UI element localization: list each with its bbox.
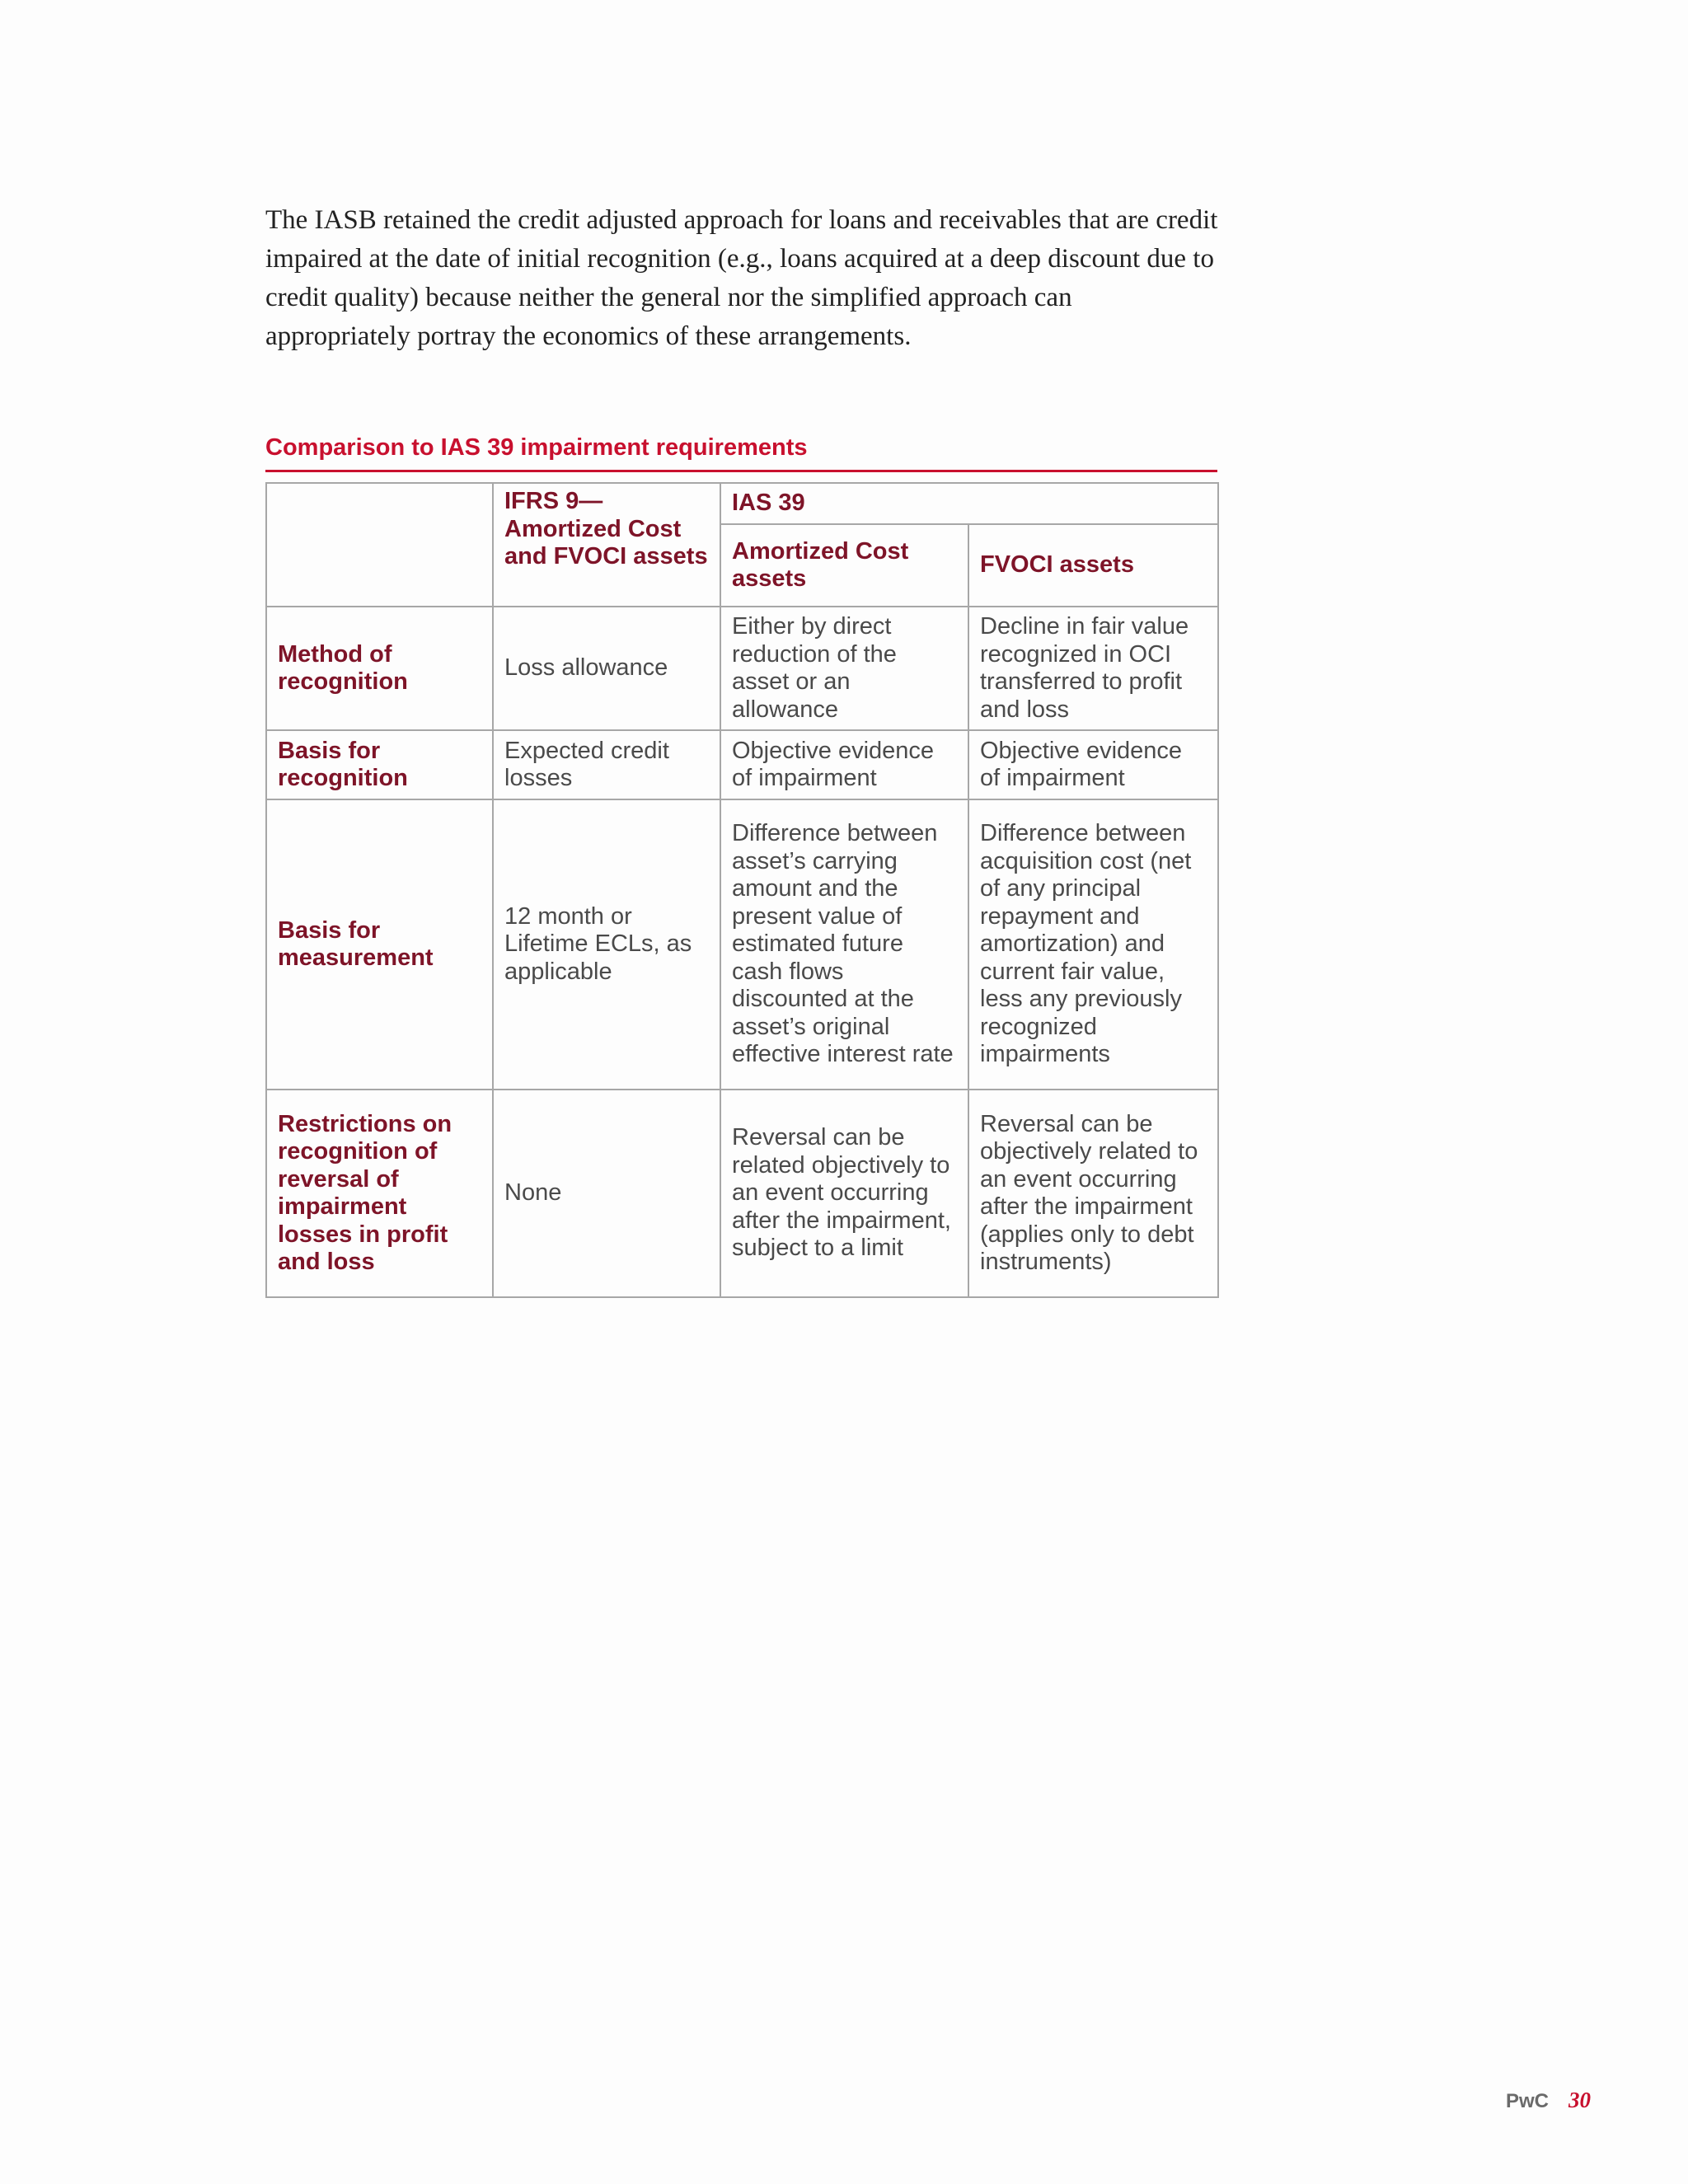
page-number: 30: [1568, 2088, 1591, 2112]
row-label: Restrictions on recognition of reversal of impairment losses in profit and loss: [266, 1090, 493, 1297]
table-row: [266, 607, 1218, 730]
header-ias39: IAS 39: [720, 483, 1218, 524]
cell-ias39-fvoci: Difference between acquisition cost (net of any principal repayment and amortization) and current fair value, less any previously recognized impairments: [968, 799, 1218, 1090]
header-ias39-fvoci: FVOCI assets: [968, 524, 1218, 607]
cell-ias39-fvoci: Reversal can be objectively related to an event occurring after the impairment (applies only to debt instruments): [968, 1090, 1218, 1297]
cell-ias39-fvoci: Objective evidence of impairment: [968, 730, 1218, 799]
empty-corner-cell: [266, 483, 493, 607]
footer-brand: PwC: [1505, 2090, 1549, 2112]
table-row: [266, 799, 1218, 1090]
cell-ias39-amortized: Reversal can be related objectively to an event occurring after the impairment, subject to a limit: [720, 1090, 968, 1297]
cell-ias39-amortized: Difference between asset’s carrying amount and the present value of estimated future cash flows discounted at the asset’s original effective interest rate: [720, 799, 968, 1090]
cell-ias39-amortized: Objective evidence of impairment: [720, 730, 968, 799]
cell-ifrs9: 12 month or Lifetime ECLs, as applicable: [493, 799, 720, 1090]
cell-ias39-fvoci: Decline in fair value recognized in OCI transferred to profit and loss: [968, 607, 1218, 730]
cell-ifrs9: Expected credit losses: [493, 730, 720, 799]
comparison-table: [265, 482, 1219, 1298]
cell-ifrs9: Loss allowance: [493, 607, 720, 730]
header-row-1: [266, 483, 1218, 524]
caption-rule: [265, 470, 1217, 472]
header-ias39-amortized: Amortized Cost assets: [720, 524, 968, 607]
row-label: Method of recognition: [266, 607, 493, 730]
table-row: [266, 730, 1218, 799]
row-label: Basis for measurement: [266, 799, 493, 1090]
header-ifrs9: IFRS 9—Amortized Cost and FVOCI assets: [493, 483, 720, 607]
page-footer: [1506, 2088, 1591, 2113]
table-row: [266, 1090, 1218, 1297]
cell-ias39-amortized: Either by direct reduction of the asset or an allowance: [720, 607, 968, 730]
intro-paragraph: The IASB retained the credit adjusted approach for loans and receivables that are credit impaired at the date of initial recognition (e.g., loans acquired at a deep discount due to credit quality) because neither the general nor the simplified approach can appropriately portray the economics of these arrangements.: [265, 205, 1218, 351]
table-caption: Comparison to IAS 39 impairment requirements: [265, 434, 808, 461]
row-label: Basis for recognition: [266, 730, 493, 799]
cell-ifrs9: None: [493, 1090, 720, 1297]
